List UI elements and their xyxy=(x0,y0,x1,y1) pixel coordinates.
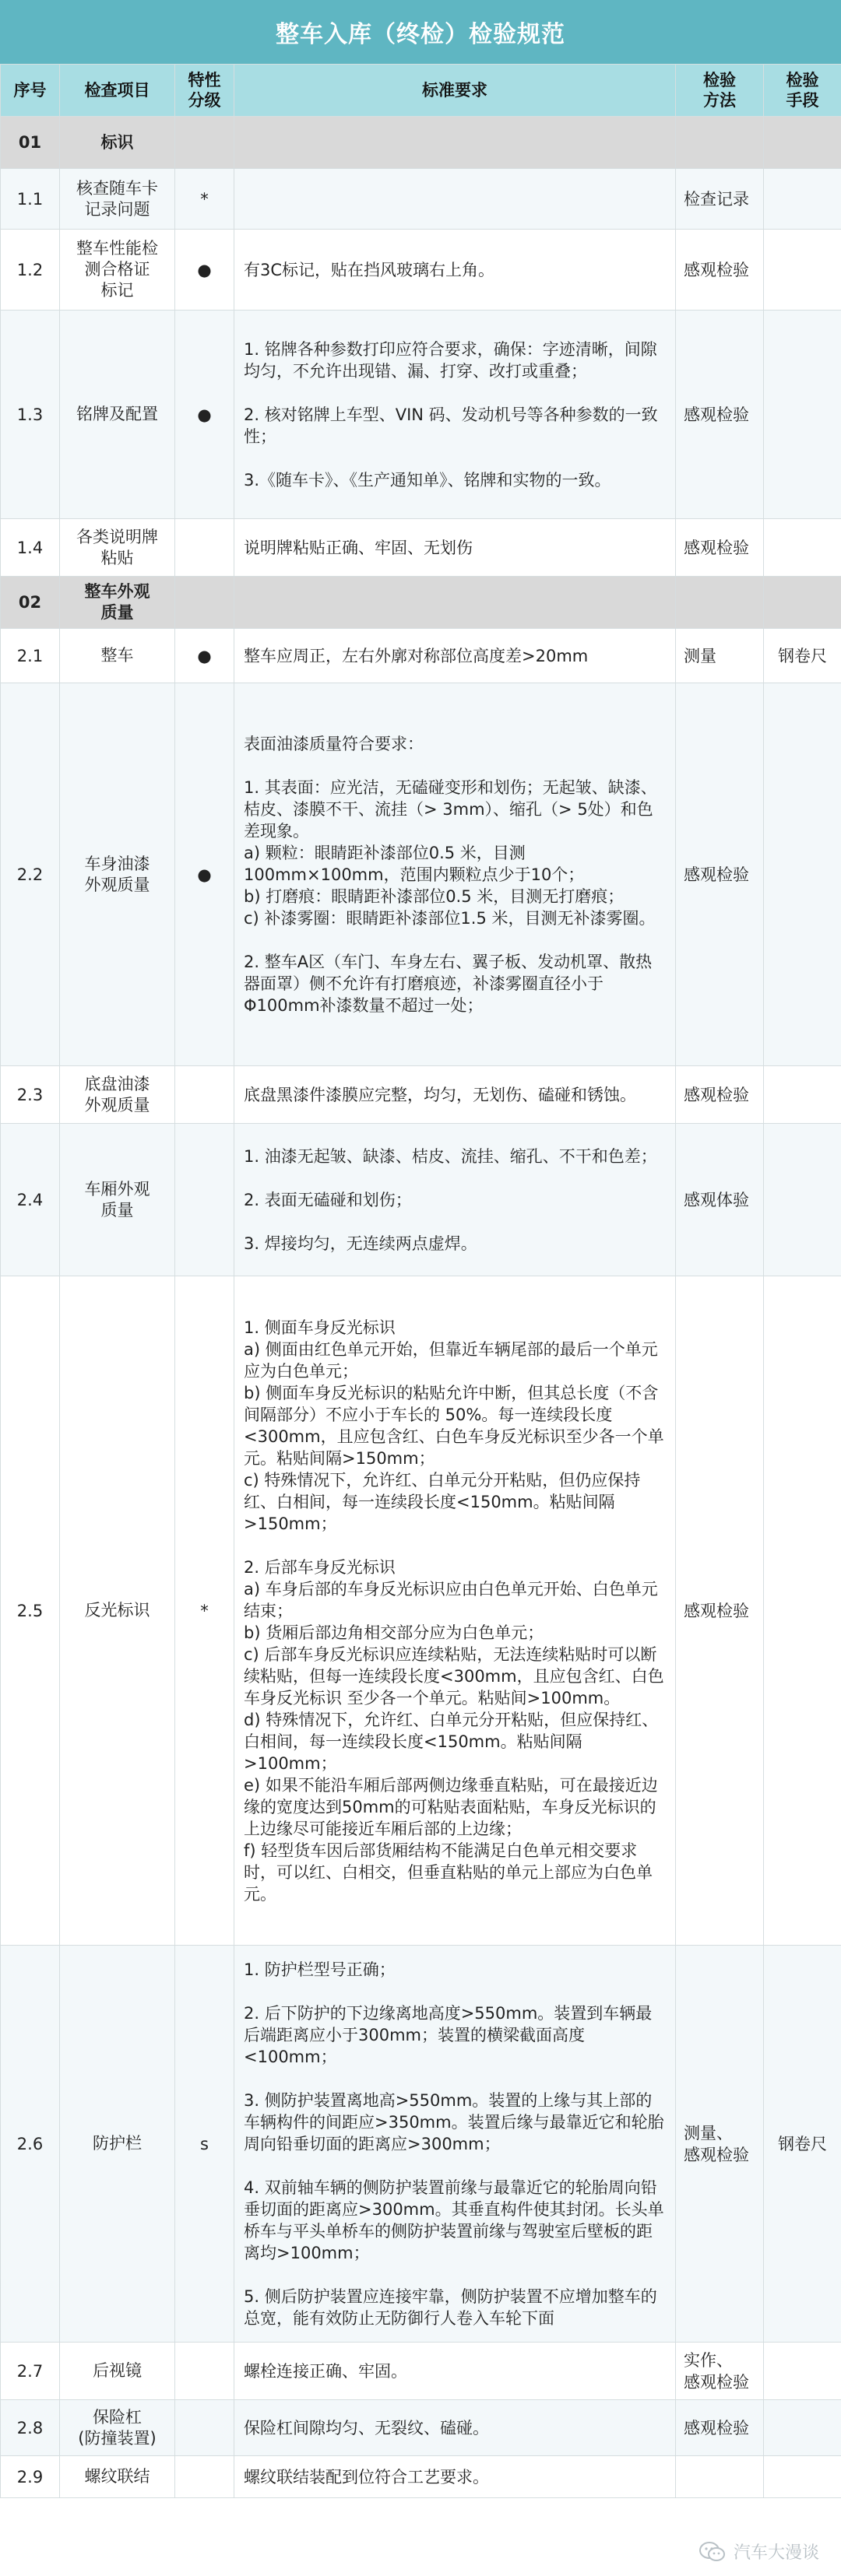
standard-text: 1. 侧面车身反光标识 a) 侧面由红色单元开始，但靠近车辆尾部的最后一个单元应为白色单元； b) 侧面车身反光标识的粘贴允许中断，但其总长度（不含间隔部分）不应小于车长的 50%。每一连续段长度<300mm，且应包含红、白色车身反光标识至少各一个单元。粘贴间隔>150mm； c) 特殊情况下，允许红、白单元分开粘贴，但仍应保持红、白相间，每一连续段长度<150mm。粘贴间隔>150mm； 2. 后部车身反光标识 a) 车身后部的车身反光标识应由白色单元开始、白色单元结束； b) 货厢后部边角相交部分应为白色单元； c) 后部车身反光标识应连续粘贴，无法连续粘贴时可以断续粘贴，但每一连续段长度<300mm，且应包含红、白色车身反光标识 至少各一个单元。粘贴间>100mm。 d) 特殊情况下，允许红、白单元分开粘贴，但应保持红、白相间，每一连续段长度<150mm。粘贴间隔>100mm； e) 如果不能沿车厢后部两侧边缘垂直粘贴，可在最接近边缘的宽度达到50mm的可粘贴表面粘贴，车身反光标识的上边缘尽可能接近车厢后部的上边缘； f) 轻型货车因后部货厢结构不能满足白色单元相交要求时，可以红、白相交，但垂直粘贴的单元上部应为白色单元。 xyxy=(244,1318,664,1904)
standard-text: 整车应周正，左右外廓对称部位高度差>20mm xyxy=(244,646,589,665)
table-row xyxy=(1,683,841,1066)
standard-text: 表面油漆质量符合要求： 1. 其表面：应光洁，无磕碰变形和划伤；无起皱、缺漆、桔皮、漆膜不干、流挂（> 3mm）、缩孔（> 5处）和色差现象。 a) 颗粒：眼睛距补漆部位0.5 米，目测100mm×100mm，范围内颗粒点少于10个； b) 打磨痕：眼睛距补漆部位0.5 米，目测无打磨痕； c) 补漆雾圈：眼睛距补漆部位1.5 米，目测无补漆雾圈。 2. 整车A区（车门、车身左右、翼子板、发动机罩、散热器面罩）侧不允许有打磨痕迹，补漆雾圈直径小于Φ100mm补漆数量不超过一处； xyxy=(244,734,657,1015)
feature-grade xyxy=(175,519,234,577)
table-row xyxy=(1,169,841,230)
table-row xyxy=(1,311,841,519)
inspection-method: 实作、 感观检验 xyxy=(676,2343,764,2400)
check-item: 车厢外观 质量 xyxy=(60,1124,175,1276)
row-number: 2.8 xyxy=(1,2400,60,2456)
feature-grade: ● xyxy=(175,629,234,683)
feature-grade xyxy=(175,2456,234,2498)
inspection-tool xyxy=(764,2400,841,2456)
row-number: 2.6 xyxy=(1,1946,60,2343)
inspection-method: 感观体验 xyxy=(676,1124,764,1276)
feature-grade: ● xyxy=(175,230,234,311)
check-item: 铭牌及配置 xyxy=(60,311,175,519)
check-item: 整车性能检 测合格证 标记 xyxy=(60,230,175,311)
method-cell xyxy=(676,117,764,169)
row-number: 2.2 xyxy=(1,683,60,1066)
table-row xyxy=(1,2400,841,2456)
feature-grade xyxy=(175,1124,234,1276)
inspection-tool: 钢卷尺 xyxy=(764,629,841,683)
feature-grade: * xyxy=(175,1276,234,1946)
inspection-table xyxy=(0,64,841,2498)
feature-grade: s xyxy=(175,1946,234,2343)
inspection-method: 感观检验 xyxy=(676,2400,764,2456)
standard-requirement xyxy=(234,1276,676,1946)
inspection-tool xyxy=(764,311,841,519)
standard-requirement xyxy=(234,2400,676,2456)
table-row xyxy=(1,2456,841,2498)
row-number: 2.7 xyxy=(1,2343,60,2400)
standard-text: 说明牌粘贴正确、牢固、无划伤 xyxy=(244,538,473,557)
inspection-tool xyxy=(764,1066,841,1124)
header-tool: 检验 手段 xyxy=(764,65,841,117)
table-row xyxy=(1,519,841,577)
header-feature: 特性 分级 xyxy=(175,65,234,117)
inspection-method: 感观检验 xyxy=(676,683,764,1066)
tool-cell xyxy=(764,577,841,629)
header-no: 序号 xyxy=(1,65,60,117)
check-item: 各类说明牌 粘贴 xyxy=(60,519,175,577)
inspection-method: 感观检验 xyxy=(676,230,764,311)
row-number: 1.2 xyxy=(1,230,60,311)
row-number: 1.4 xyxy=(1,519,60,577)
check-item: 整车 xyxy=(60,629,175,683)
row-number: 2.3 xyxy=(1,1066,60,1124)
header-method: 检验 方法 xyxy=(676,65,764,117)
check-item: 标识 xyxy=(60,117,175,169)
feature-grade xyxy=(175,1066,234,1124)
feature-grade: * xyxy=(175,169,234,230)
watermark-text: 汽车大漫谈 xyxy=(733,2543,819,2563)
standard-requirement xyxy=(234,629,676,683)
inspection-tool xyxy=(764,2456,841,2498)
standard-requirement xyxy=(234,519,676,577)
standard-requirement xyxy=(234,1066,676,1124)
standard-requirement xyxy=(234,683,676,1066)
standard-text: 底盘黑漆件漆膜应完整，均匀，无划伤、磕碰和锈蚀。 xyxy=(244,1085,636,1104)
feature-grade xyxy=(175,2400,234,2456)
row-number: 2.5 xyxy=(1,1276,60,1946)
check-item: 车身油漆 外观质量 xyxy=(60,683,175,1066)
standard-text: 1. 铭牌各种参数打印应符合要求，确保：字迹清晰，间隙均匀，不允许出现错、漏、打穿、改打或重叠； 2. 核对铭牌上车型、VIN 码、发动机号等各种参数的一致性； 3.《随车卡》、《生产通知单》、铭牌和实物的一致。 xyxy=(244,339,658,490)
table-row xyxy=(1,230,841,311)
row-number: 2.1 xyxy=(1,629,60,683)
table-row xyxy=(1,629,841,683)
feature-grade xyxy=(175,2343,234,2400)
check-item: 整车外观 质量 xyxy=(60,577,175,629)
inspection-tool xyxy=(764,1124,841,1276)
row-number: 02 xyxy=(1,577,60,629)
standard-requirement xyxy=(234,1124,676,1276)
inspection-method: 测量 xyxy=(676,629,764,683)
check-item: 底盘油漆 外观质量 xyxy=(60,1066,175,1124)
standard-requirement xyxy=(234,169,676,230)
inspection-method: 感观检验 xyxy=(676,311,764,519)
inspection-method: 感观检验 xyxy=(676,1276,764,1946)
inspection-method: 感观检验 xyxy=(676,1066,764,1124)
check-item: 螺纹联结 xyxy=(60,2456,175,2498)
check-item: 保险杠 (防撞装置) xyxy=(60,2400,175,2456)
check-item: 核查随车卡 记录问题 xyxy=(60,169,175,230)
standard-text: 有3C标记，贴在挡风玻璃右上角。 xyxy=(244,260,495,279)
inspection-method: 检查记录 xyxy=(676,169,764,230)
table-row xyxy=(1,1124,841,1276)
inspection-tool xyxy=(764,230,841,311)
inspection-tool xyxy=(764,683,841,1066)
table-row xyxy=(1,1276,841,1946)
inspection-tool xyxy=(764,169,841,230)
check-item: 后视镜 xyxy=(60,2343,175,2400)
standard-text: 螺纹联结装配到位符合工艺要求。 xyxy=(244,2467,489,2487)
inspection-tool: 钢卷尺 xyxy=(764,1946,841,2343)
row-number: 01 xyxy=(1,117,60,169)
standard-cell xyxy=(234,577,676,629)
feature-cell xyxy=(175,577,234,629)
standard-text: 1. 防护栏型号正确； 2. 后下防护的下边缘离地高度>550mm。装置到车辆最后端距离应小于300mm；装置的横梁截面高度<100mm； 3. 侧防护装置离地高>550mm。装置的上缘与其上部的车辆构件的间距应>350mm。装置后缘与最靠近它和轮胎周向铅垂切面的距离应>300mm； 4. 双前轴车辆的侧防护装置前缘与最靠近它的轮胎周向铅垂切面的距离应>300mm。其垂直构件使其封闭。长头单桥车与平头单桥车的侧防护装置前缘与驾驶室后壁板的距离均>100mm； 5. 侧后防护装置应连接牢靠，侧防护装置不应增加整车的总宽，能有效防止无防御行人卷入车轮下面 xyxy=(244,1960,664,2328)
header-standard: 标准要求 xyxy=(234,65,676,117)
section-row xyxy=(1,577,841,629)
check-item: 防护栏 xyxy=(60,1946,175,2343)
standard-requirement xyxy=(234,2456,676,2498)
inspection-method xyxy=(676,2456,764,2498)
header-item: 检查项目 xyxy=(60,65,175,117)
table-header-row xyxy=(1,65,841,117)
feature-grade: ● xyxy=(175,311,234,519)
inspection-method: 感观检验 xyxy=(676,519,764,577)
method-cell xyxy=(676,577,764,629)
section-row xyxy=(1,117,841,169)
table-row xyxy=(1,2343,841,2400)
standard-text: 螺栓连接正确、牢固。 xyxy=(244,2361,407,2381)
row-number: 1.1 xyxy=(1,169,60,230)
standard-requirement xyxy=(234,311,676,519)
wechat-icon xyxy=(699,2541,726,2563)
standard-requirement xyxy=(234,1946,676,2343)
standard-requirement xyxy=(234,2343,676,2400)
inspection-method: 测量、 感观检验 xyxy=(676,1946,764,2343)
inspection-tool xyxy=(764,2343,841,2400)
inspection-tool xyxy=(764,1276,841,1946)
standard-requirement xyxy=(234,230,676,311)
feature-grade: ● xyxy=(175,683,234,1066)
row-number: 2.4 xyxy=(1,1124,60,1276)
feature-cell xyxy=(175,117,234,169)
table-row xyxy=(1,1946,841,2343)
tool-cell xyxy=(764,117,841,169)
standard-text: 1. 油漆无起皱、缺漆、桔皮、流挂、缩孔、不干和色差； 2. 表面无磕碰和划伤； 3. 焊接均匀，无连续两点虚焊。 xyxy=(244,1146,657,1253)
inspection-tool xyxy=(764,519,841,577)
standard-cell xyxy=(234,117,676,169)
watermark xyxy=(699,2539,819,2564)
table-row xyxy=(1,1066,841,1124)
standard-text: 保险杠间隙均匀、无裂纹、磕碰。 xyxy=(244,2418,489,2437)
page-title: 整车入库（终检）检验规范 xyxy=(0,0,841,64)
row-number: 2.9 xyxy=(1,2456,60,2498)
row-number: 1.3 xyxy=(1,311,60,519)
check-item: 反光标识 xyxy=(60,1276,175,1946)
